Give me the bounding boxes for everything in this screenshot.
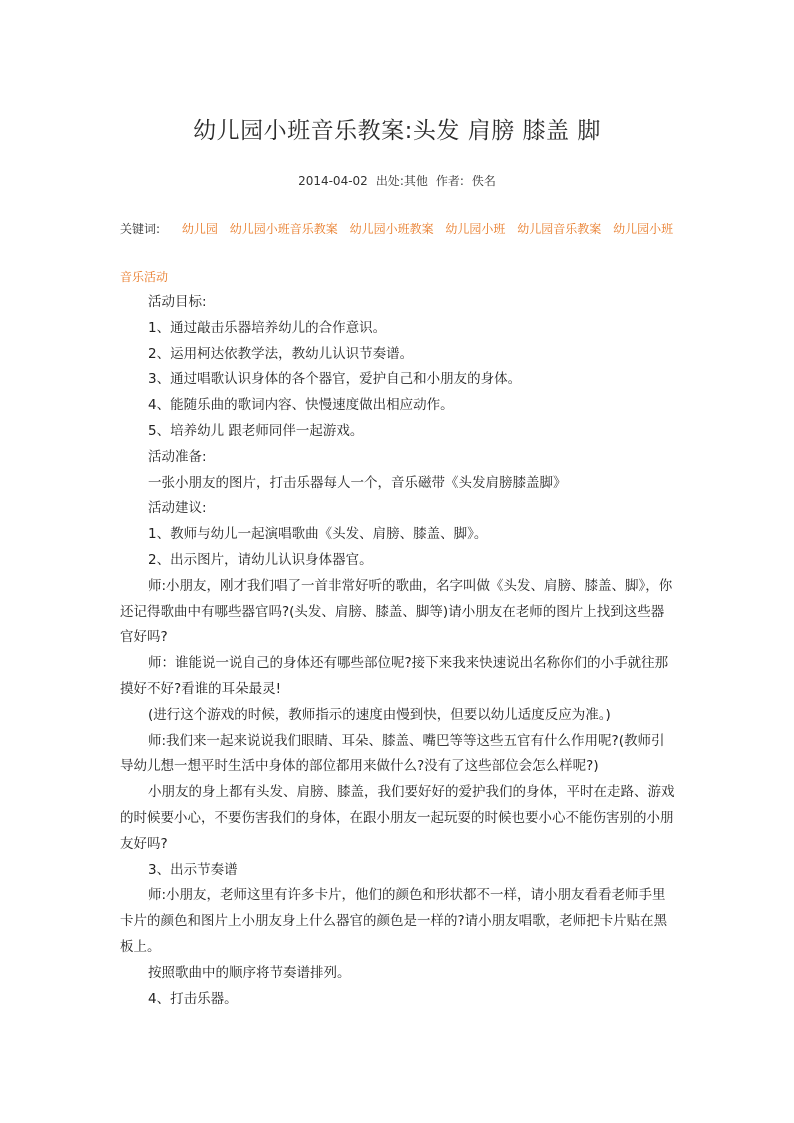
page-title: 幼儿园小班音乐教案:头发 肩膀 膝盖 脚 — [193, 118, 601, 144]
keyword-link[interactable]: 幼儿园小班音乐教案 — [229, 222, 338, 236]
paragraph: 2、出示图片，请幼儿认识身体器官。 — [148, 551, 373, 568]
paragraph: 3、出示节奏谱 — [148, 861, 238, 878]
keywords-label: 关键词: — [120, 222, 161, 236]
paragraph: 3、通过唱歌认识身体的各个器官，爱护自己和小朋友的身体。 — [148, 371, 522, 388]
paragraph: 4、能随乐曲的歌词内容、快慢速度做出相应动作。 — [148, 397, 454, 414]
paragraph: 5、培养幼儿 跟老师同伴一起游戏。 — [148, 422, 364, 439]
author-value: 佚名 — [471, 174, 496, 188]
author-label: 作者: — [435, 174, 464, 188]
keyword-link[interactable]: 幼儿园小班 — [445, 222, 506, 236]
paragraph: 师:小朋友，老师这里有许多卡片，他们的颜色和形状都不一样，请小朋友看看老师手里卡片的颜色和图片上小朋友身上什么器官的颜色是一样的?请小朋友唱歌，老师把卡片贴在黑板上。 — [120, 887, 668, 955]
category-link[interactable]: 音乐活动 — [120, 270, 169, 284]
article-meta — [0, 172, 794, 189]
source-label: 出处: — [375, 174, 404, 188]
article-body — [120, 290, 676, 1012]
paragraph: 1、通过敲击乐器培养幼儿的合作意识。 — [148, 319, 387, 336]
keyword-link[interactable]: 幼儿园小班教案 — [349, 222, 434, 236]
keyword-link[interactable]: 幼儿园小班 — [613, 222, 674, 236]
paragraph: 活动建议: — [148, 500, 207, 517]
paragraph: 1、教师与幼儿一起演唱歌曲《头发、肩膀、膝盖、脚》。 — [148, 526, 488, 543]
source-value: 其他 — [403, 174, 428, 188]
paragraph: 4、打击乐器。 — [148, 990, 238, 1007]
paragraph: 2、运用柯达依教学法，教幼儿认识节奏谱。 — [148, 345, 414, 362]
paragraph: 师：谁能说一说自己的身体还有哪些部位呢?接下来我来快速说出名称你们的小手就往那摸好不好?看谁的耳朵最灵! — [120, 655, 669, 697]
paragraph: 师:我们来一起来说说我们眼睛、耳朵、膝盖、嘴巴等等这些五官有什么作用呢?(教师引导幼儿想一想平时生活中身体的部位都用来做什么?没有了这些部位会怎么样呢?) — [120, 732, 665, 775]
publish-date: 2014-04-02 — [298, 174, 368, 188]
paragraph: 一张小朋友的图片，打击乐器每人一个，音乐磁带《头发肩膀膝盖脚》 — [148, 474, 567, 491]
paragraph: 活动准备: — [148, 448, 207, 465]
paragraph: (进行这个游戏的时候，教师指示的速度由慢到快，但要以幼儿适度反应为准。) — [148, 706, 611, 723]
keyword-link[interactable]: 幼儿园 — [181, 222, 218, 236]
paragraph: 按照歌曲中的顺序将节奏谱排列。 — [148, 964, 351, 981]
paragraph: 小朋友的身上都有头发、肩膀、膝盖，我们要好好的爱护我们的身体，平时在走路、游戏的时候要小心，不要伤害我们的身体，在跟小朋友一起玩耍的时候也要小心不能伤害别的小朋友好吗? — [120, 784, 675, 852]
paragraph: 师:小朋友，刚才我们唱了一首非常好听的歌曲，名字叫做《头发、肩膀、膝盖、脚》，你还记得歌曲中有哪些器官吗?(头发、肩膀、膝盖、脚等)请小朋友在老师的图片上找到这些器官好吗? — [120, 577, 673, 646]
paragraph: 活动目标: — [148, 294, 207, 310]
keywords-row — [120, 220, 673, 237]
keyword-link[interactable]: 幼儿园音乐教案 — [517, 222, 602, 236]
